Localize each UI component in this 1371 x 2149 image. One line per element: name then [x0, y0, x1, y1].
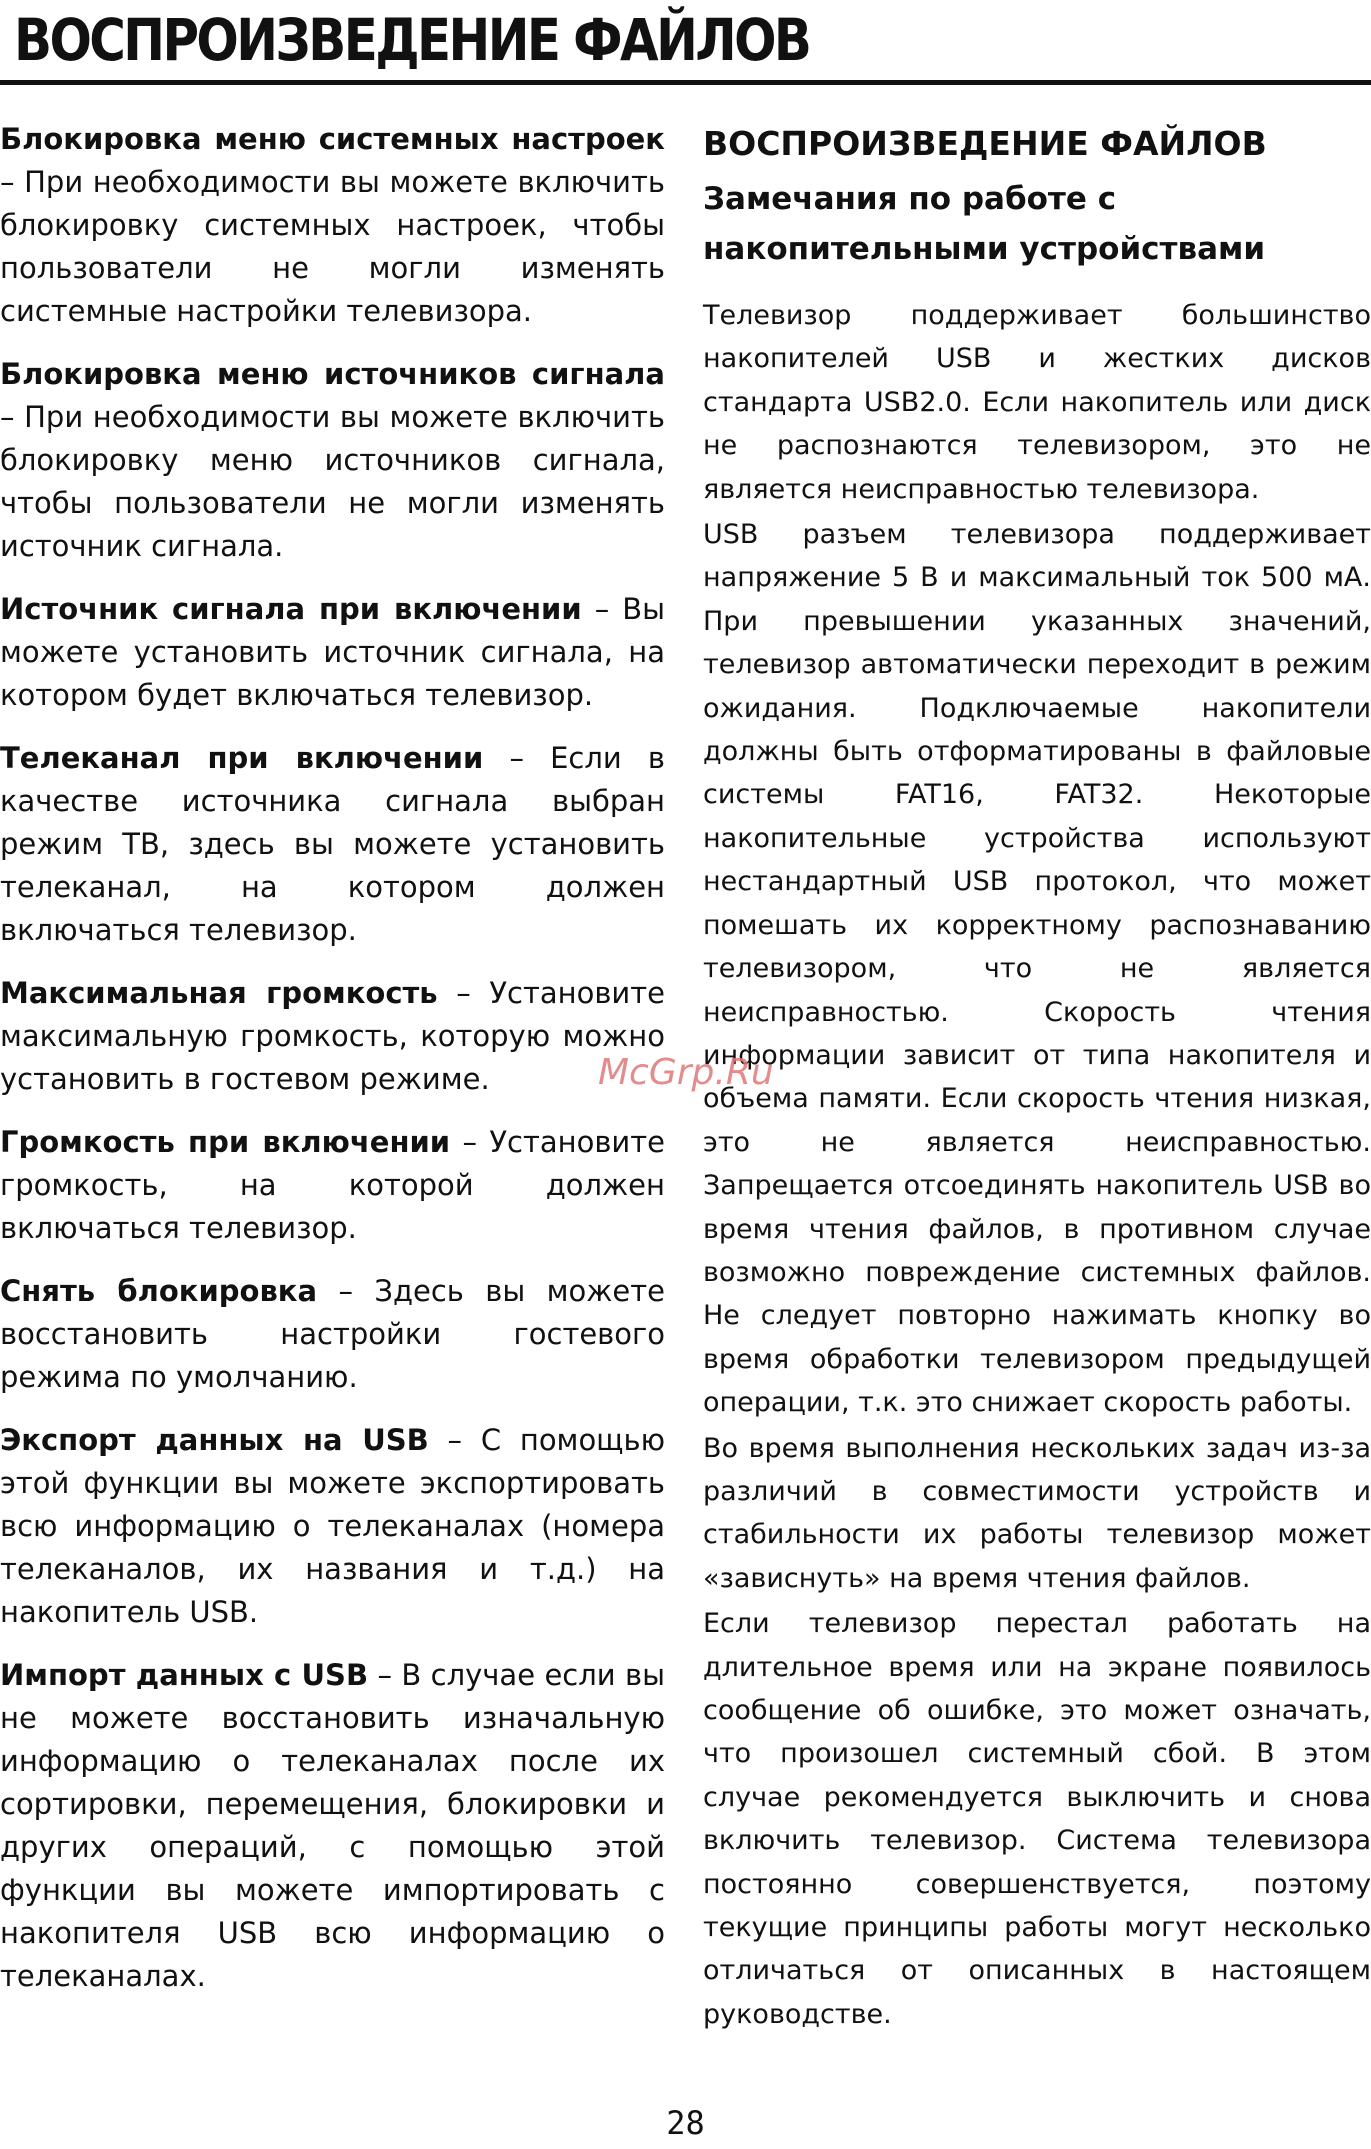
item-term: Громкость при включении: [0, 1125, 451, 1159]
settings-item-power-on-volume: [0, 1121, 665, 1250]
paragraph: Во время выполнения нескольких задач из-за различий в совместимости устройств и стабильности их работы телевизор может «зависнуть» на время чтения файлов.: [703, 1432, 1371, 1594]
item-description: – Установите максимальную громкость, которую можно установить в гостевом режиме.: [0, 976, 665, 1096]
settings-item-system-lock: [0, 118, 665, 333]
page-number: 28: [666, 2104, 705, 2142]
section-heading: ВОСПРОИЗВЕДЕНИЕ ФАЙЛОВ: [703, 124, 1267, 163]
left-column: [0, 118, 665, 2018]
title-divider: [0, 80, 1371, 85]
item-term: Блокировка меню системных настроек: [0, 122, 665, 156]
item-term: Блокировка меню источников сигнала: [0, 357, 665, 391]
item-term: Снять блокировка: [0, 1274, 318, 1308]
section-subheading: Замечания по работе с накопительными устройствами: [703, 181, 1266, 267]
item-description: – С помощью этой функции вы можете экспортировать всю информацию о телеканалах (номера телеканалов, их названия и т.д.) на накопитель USB.: [0, 1423, 665, 1629]
paragraph: USB разъем телевизора поддерживает напряжение 5 В и максимальный ток 500 мА. При превышении указанных значений, телевизор автоматически переходит в режим ожидания. Подключаемые накопители должны быть отформатированы в файловые системы FAT16, FAT32. Некоторые накопительные устройства используют нестандартный USB протокол, что может помешать их корректному распознаванию телевизором, что не является неисправностью. Скорость чтения информации зависит от типа накопителя и объема памяти. Если скорость чтения низкая, это не является неисправностью. Запрещается отсоединять накопитель USB во время чтения файлов, в противном случае возможно повреждение системных файлов. Не следует повторно нажимать кнопку во время обработки телевизором предыдущей операции, т.к. это снижает скорость работы.: [703, 519, 1371, 1419]
item-description: – Установите громкость, на которой должен включаться телевизор.: [0, 1125, 665, 1245]
item-description: – При необходимости вы можете включить блокировку системных настроек, чтобы пользователи не могли изменять системные настройки телевизора.: [0, 165, 665, 328]
settings-item-source-lock: [0, 353, 665, 568]
item-description: – При необходимости вы можете включить блокировку меню источников сигнала, чтобы пользователи не могли изменять источник сигнала.: [0, 400, 665, 563]
settings-item-unlock: [0, 1270, 665, 1399]
item-description: – В случае если вы не можете восстановить изначальную информацию о телеканалах после их сортировки, перемещения, блокировки и других операций, с помощью этой функции вы можете импортировать с накопителя USB всю информацию о телеканалах.: [0, 1658, 665, 1993]
item-description: – Вы можете установить источник сигнала, на котором будет включаться телевизор.: [0, 592, 666, 712]
item-term: Источник сигнала при включении: [0, 592, 582, 626]
watermark: McGrp.Ru: [598, 1052, 774, 1093]
item-term: Импорт данных с USB: [0, 1658, 369, 1692]
right-column: [703, 118, 1371, 2038]
item-term: Экспорт данных на USB: [0, 1423, 429, 1457]
settings-item-import-usb: [0, 1654, 665, 1998]
item-description: – Здесь вы можете восстановить настройки гостевого режима по умолчанию.: [0, 1274, 665, 1394]
paragraph: Телевизор поддерживает большинство накопителей USB и жестких дисков стандарта USB2.0. Если накопитель или диск не распознаются телевизором, это не является неисправностью телевизора.: [703, 300, 1371, 505]
settings-item-max-volume: [0, 972, 665, 1101]
settings-item-power-on-channel: [0, 737, 665, 952]
page-title: ВОСПРОИЗВЕДЕНИЕ ФАЙЛОВ: [14, 6, 810, 74]
item-description: – Если в качестве источника сигнала выбран режим ТВ, здесь вы можете установить телеканал, на котором должен включаться телевизор.: [0, 741, 665, 947]
item-term: Максимальная громкость: [0, 976, 438, 1010]
settings-item-power-on-source: [0, 588, 665, 717]
item-term: Телеканал при включении: [0, 741, 484, 775]
settings-item-export-usb: [0, 1419, 665, 1634]
paragraph: Если телевизор перестал работать на длительное время или на экране появилось сообщение об ошибке, это может означать, что произошел системный сбой. В этом случае рекомендуется выключить и снова включить телевизор. Система телевизора постоянно совершенствуется, поэтому текущие принципы работы могут несколько отличаться от описанных в настоящем руководстве.: [703, 1608, 1371, 2030]
